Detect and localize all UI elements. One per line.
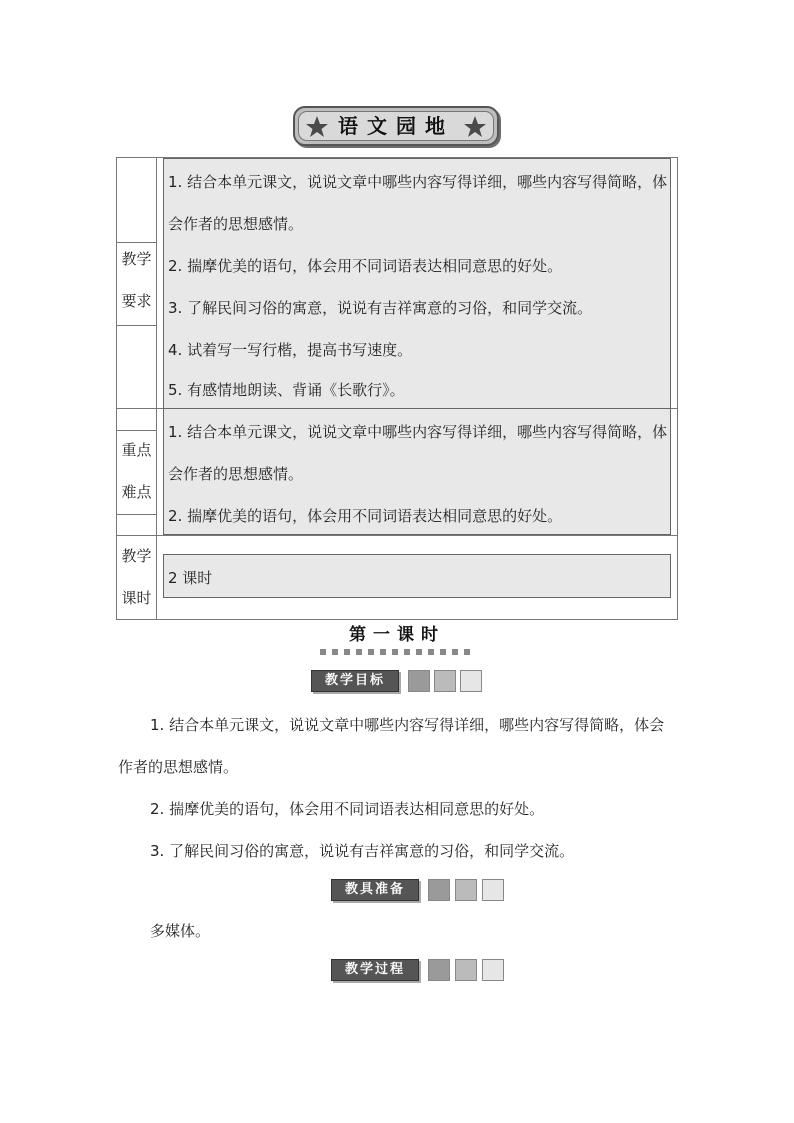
requirement-line: 1. 结合本单元课文，说说文章中哪些内容写得详细，哪些内容写得简略，体 (168, 173, 668, 191)
tag-square-decoration (428, 959, 450, 981)
key-points-cell (163, 408, 671, 535)
objective-line: 2. 揣摩优美的语句，体会用不同词语表达相同意思的好处。 (150, 800, 545, 818)
column-divider (156, 158, 157, 619)
class-hours-label: 教学 课时 (121, 547, 152, 607)
requirement-line: 5. 有感情地朗读、背诵《长歌行》。 (168, 381, 405, 399)
banner-title: 语文园地 (338, 114, 454, 138)
requirement-line: 会作者的思想感情。 (168, 215, 304, 233)
requirement-line: 2. 揣摩优美的语句，体会用不同词语表达相同意思的好处。 (168, 257, 563, 275)
materials-tag: 教具准备 (331, 879, 419, 901)
materials-text: 多媒体。 (150, 922, 211, 940)
star-icon (463, 115, 487, 139)
tag-square-decoration (460, 670, 482, 692)
class-hours-cell (163, 554, 671, 598)
objective-line: 3. 了解民间习俗的寓意，说说有吉祥寓意的习俗，和同学交流。 (150, 842, 575, 860)
objective-line: 1. 结合本单元课文，说说文章中哪些内容写得详细，哪些内容写得简略，体会 (150, 716, 665, 734)
class-hours-value: 2 课时 (168, 569, 213, 587)
requirement-line: 4. 试着写一写行楷，提高书写速度。 (168, 341, 413, 359)
tag-square-decoration (455, 879, 477, 901)
tag-square-decoration (408, 670, 430, 692)
requirement-line: 3. 了解民间习俗的寓意，说说有吉祥寓意的习俗，和同学交流。 (168, 299, 593, 317)
lesson-title: 第一课时 (349, 625, 445, 645)
star-icon (305, 115, 329, 139)
tag-square-decoration (482, 879, 504, 901)
tag-square-decoration (434, 670, 456, 692)
key-point-line: 2. 揣摩优美的语句，体会用不同词语表达相同意思的好处。 (168, 507, 563, 525)
tag-square-decoration (482, 959, 504, 981)
tag-square-decoration (455, 959, 477, 981)
teaching-requirements-label: 教学 要求 (121, 250, 152, 310)
title-underline-dots (320, 649, 476, 655)
teaching-info-table (116, 157, 678, 620)
process-tag: 教学过程 (331, 959, 419, 981)
key-points-label: 重点 难点 (121, 441, 152, 501)
label-cell-divider (117, 242, 156, 243)
tag-square-decoration (428, 879, 450, 901)
key-point-line: 会作者的思想感情。 (168, 465, 304, 483)
objective-line: 作者的思想感情。 (118, 758, 239, 776)
label-cell-divider (117, 514, 156, 515)
section-title-banner (293, 106, 499, 146)
objectives-tag: 教学目标 (311, 670, 399, 692)
row-divider (117, 535, 677, 536)
label-cell-divider (117, 325, 156, 326)
key-point-line: 1. 结合本单元课文，说说文章中哪些内容写得详细，哪些内容写得简略，体 (168, 423, 668, 441)
label-cell-divider (117, 430, 156, 431)
teaching-requirements-cell (163, 158, 671, 409)
